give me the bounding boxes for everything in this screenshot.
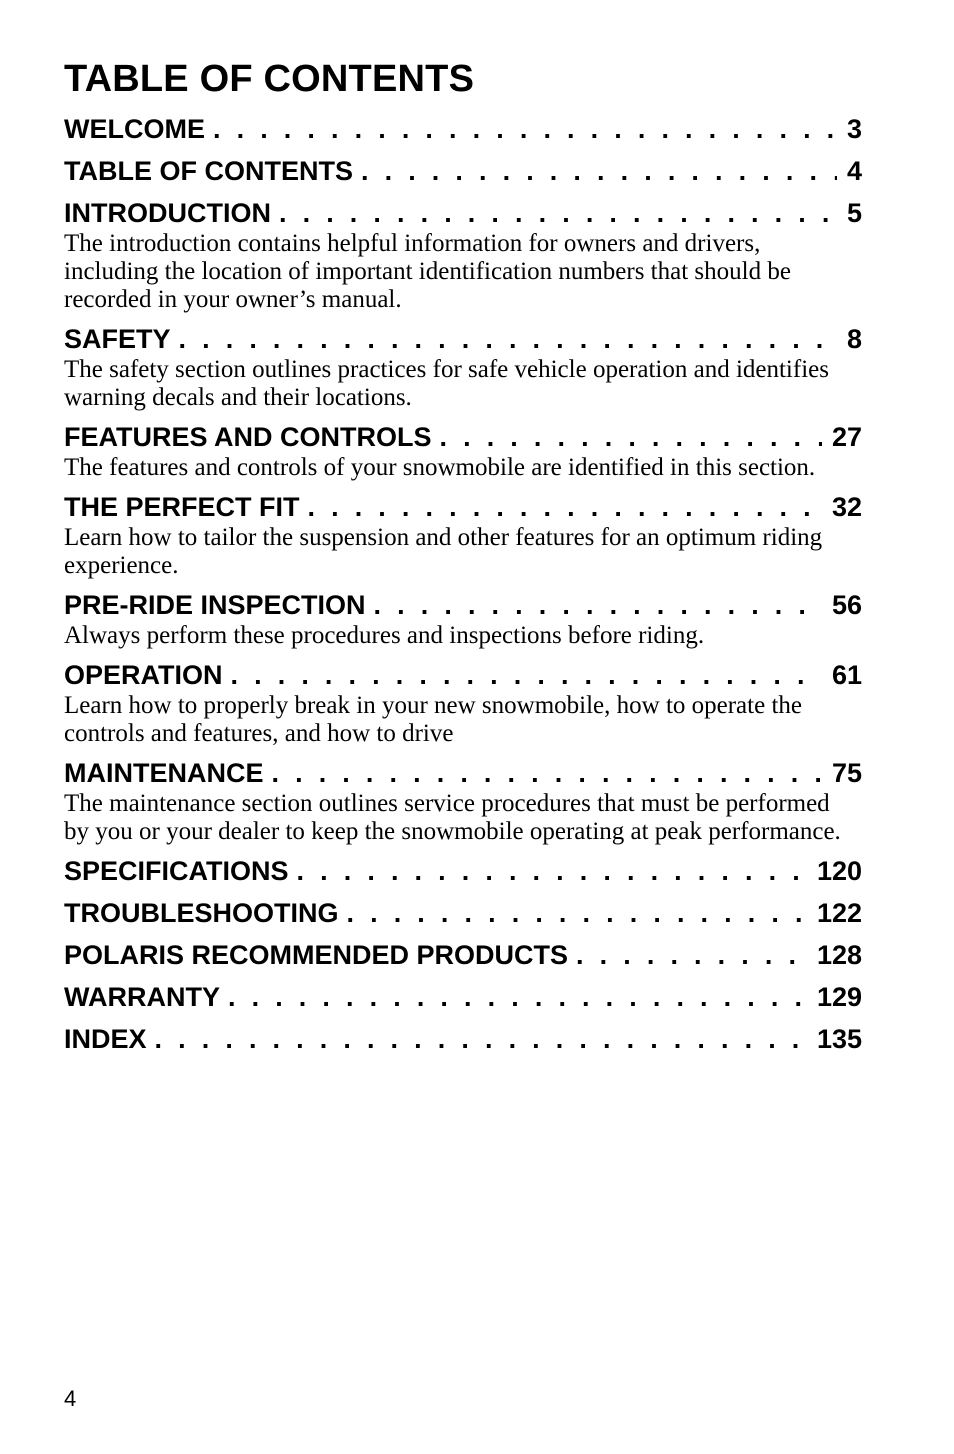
dot-leader (440, 418, 822, 456)
toc-entry-title: THE PERFECT FIT (64, 492, 300, 522)
dot-leader (179, 320, 837, 358)
toc-entry-title: INTRODUCTION (64, 198, 271, 228)
toc-entry-warranty[interactable] (64, 978, 862, 1016)
toc-entry-line[interactable] (64, 936, 862, 974)
toc-entry-description: Learn how to properly break in your new snowmobile, how to operate the controls and features, and how to drive (64, 692, 802, 747)
toc-entry-page: 122 (816, 898, 862, 928)
toc-entry-line[interactable] (64, 894, 862, 932)
toc-entry-pre-ride-inspection[interactable] (64, 586, 862, 650)
footer-page-number: 4 (64, 1386, 77, 1411)
toc-entry-page: 4 (846, 156, 862, 186)
toc-entry-line[interactable] (64, 152, 862, 190)
page-title: TABLE OF CONTENTS (64, 58, 475, 100)
toc-entry-title: TROUBLESHOOTING (64, 898, 339, 928)
toc-entry-welcome[interactable] (64, 110, 862, 148)
dot-leader (279, 194, 837, 232)
toc-entry-page: 129 (816, 982, 862, 1012)
toc-entry-the-perfect-fit[interactable] (64, 488, 862, 580)
toc-entry-line[interactable] (64, 754, 862, 792)
toc-entry-title: MAINTENANCE (64, 758, 264, 788)
toc-entry-description: The introduction contains helpful information for owners and drivers, including the location of important identification numbers that should be recorded in your owner’s manual. (64, 230, 791, 313)
dot-leader (347, 894, 807, 932)
toc-entry-line[interactable] (64, 320, 862, 358)
toc-entry-page: 5 (846, 198, 862, 228)
toc-entry-troubleshooting[interactable] (64, 894, 862, 932)
toc-entry-page: 32 (831, 492, 862, 522)
toc-entry-title: POLARIS RECOMMENDED PRODUCTS (64, 940, 569, 970)
toc-entry-title: OPERATION (64, 660, 223, 690)
toc-entry-title: SPECIFICATIONS (64, 856, 289, 886)
dot-leader (228, 978, 807, 1016)
toc-entry-description: Always perform these procedures and inspections before riding. (64, 622, 705, 649)
dot-leader (155, 1020, 807, 1058)
toc-entry-page: 56 (831, 590, 862, 620)
toc-entry-page: 128 (816, 940, 862, 970)
toc-entry-title: TABLE OF CONTENTS (64, 156, 353, 186)
toc-entry-page: 61 (831, 660, 862, 690)
toc-entry-specifications[interactable] (64, 852, 862, 890)
dot-leader (308, 488, 822, 526)
dot-leader (231, 656, 822, 694)
toc-entry-line[interactable] (64, 1020, 862, 1058)
toc-entry-index[interactable] (64, 1020, 862, 1058)
toc-entry-page: 120 (816, 856, 862, 886)
toc-entry-page: 8 (846, 324, 862, 354)
toc-entry-description: The safety section outlines practices for safe vehicle operation and identifies warning decals and their locations. (64, 356, 829, 411)
dot-leader (576, 936, 807, 974)
toc-entry-title: WARRANTY (64, 982, 220, 1012)
toc-entry-title: SAFETY (64, 324, 171, 354)
toc-entry-page: 3 (846, 114, 862, 144)
toc-entry-line[interactable] (64, 488, 862, 526)
toc-entry-operation[interactable] (64, 656, 862, 748)
toc-entry-title: INDEX (64, 1024, 147, 1054)
toc-entry-line[interactable] (64, 852, 862, 890)
dot-leader (272, 754, 822, 792)
toc-entry-page: 135 (816, 1024, 862, 1054)
dot-leader (297, 852, 807, 890)
toc-entry-page: 75 (831, 758, 862, 788)
toc-entry-line[interactable] (64, 110, 862, 148)
toc-entry-description: Learn how to tailor the suspension and other features for an optimum riding experience. (64, 524, 823, 579)
dot-leader (374, 586, 822, 624)
toc-entry-title: FEATURES AND CONTROLS (64, 422, 432, 452)
table-of-contents (64, 110, 862, 1062)
toc-entry-introduction[interactable] (64, 194, 862, 314)
toc-entry-title: WELCOME (64, 114, 205, 144)
toc-entry-line[interactable] (64, 194, 862, 232)
toc-entry-safety[interactable] (64, 320, 862, 412)
toc-entry-features-and-controls[interactable] (64, 418, 862, 482)
toc-entry-page: 27 (831, 422, 862, 452)
toc-entry-line[interactable] (64, 978, 862, 1016)
toc-entry-line[interactable] (64, 656, 862, 694)
toc-entry-polaris-recommended-products[interactable] (64, 936, 862, 974)
toc-entry-maintenance[interactable] (64, 754, 862, 846)
toc-entry-description: The features and controls of your snowmobile are identified in this section. (64, 454, 816, 481)
toc-entry-title: PRE-RIDE INSPECTION (64, 590, 366, 620)
dot-leader (361, 152, 837, 190)
dot-leader (213, 110, 837, 148)
toc-entry-table-of-contents[interactable] (64, 152, 862, 190)
toc-entry-description: The maintenance section outlines service procedures that must be performed by you or your dealer to keep the snowmobile operating at peak performance. (64, 790, 841, 845)
toc-entry-line[interactable] (64, 418, 862, 456)
toc-entry-line[interactable] (64, 586, 862, 624)
